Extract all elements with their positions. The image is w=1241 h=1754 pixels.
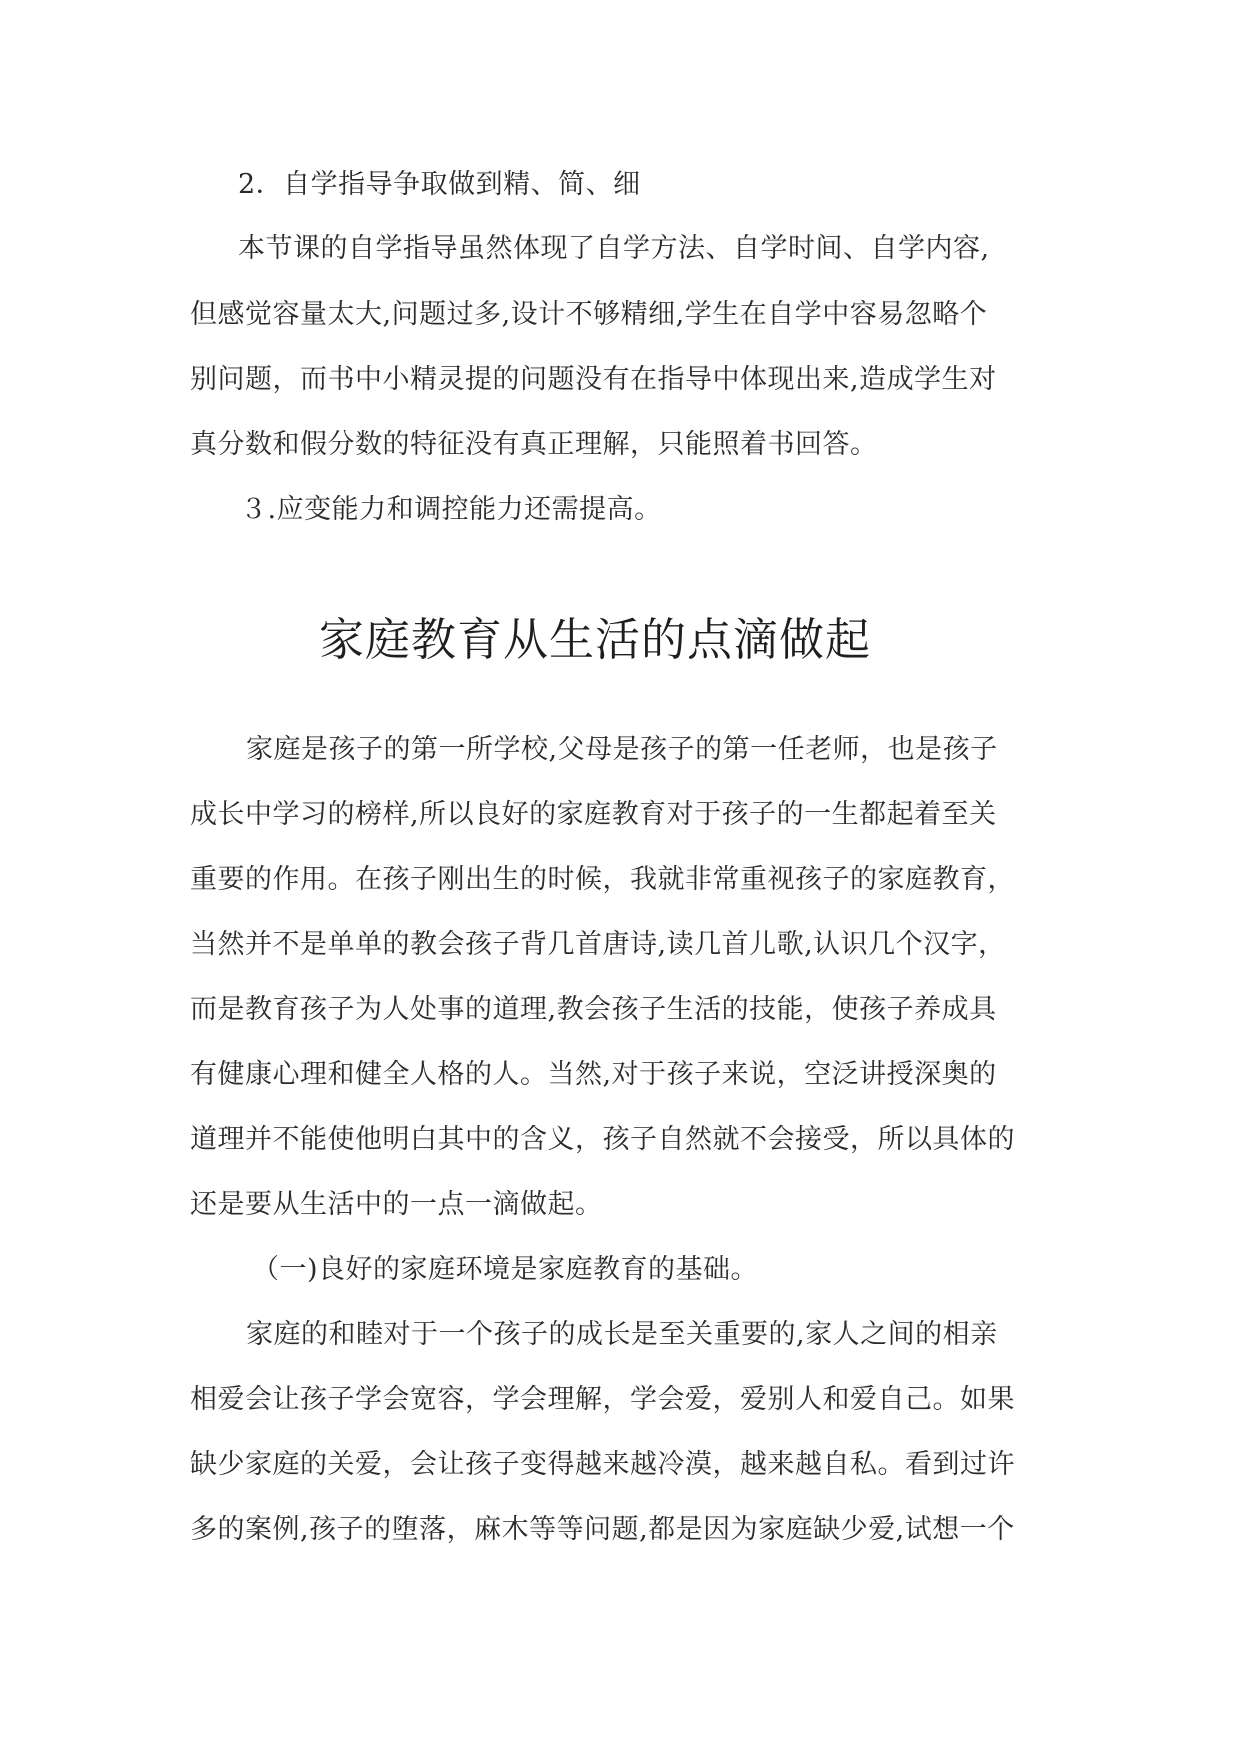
paragraph-line: 成长中学习的榜样,所以良好的家庭教育对于孩子的一生都起着至关 [190, 799, 997, 830]
paragraph-line: 而是教育孩子为人处事的道理,教会孩子生活的技能，使孩子养成具 [190, 994, 997, 1025]
paragraph-line: 但感觉容量太大,问题过多,设计不够精细,学生在自学中容易忽略个 [190, 299, 988, 330]
article-title: 家庭教育从生活的点滴做起 [318, 613, 871, 666]
paragraph-line: 别问题，而书中小精灵提的问题没有在指导中体现出来,造成学生对 [190, 364, 997, 395]
paragraph-line: 相爱会让孩子学会宽容，学会理解，学会爱，爱别人和爱自己。如果 [190, 1384, 1015, 1415]
heading-adaptability: ３.应变能力和调控能力还需提高。 [240, 494, 662, 525]
paragraph-line: 家庭是孩子的第一所学校,父母是孩子的第一任老师，也是孩子 [246, 734, 998, 765]
paragraph-line: 缺少家庭的关爱，会让孩子变得越来越冷漠，越来越自私。看到过许 [190, 1449, 1015, 1480]
subheading-family-environment: （一)良好的家庭环境是家庭教育的基础。 [252, 1254, 759, 1285]
paragraph-line: 重要的作用。在孩子刚出生的时候，我就非常重视孩子的家庭教育， [190, 864, 1015, 895]
paragraph-line: 多的案例,孩子的堕落，麻木等等问题,都是因为家庭缺少爱,试想一个 [190, 1514, 1015, 1545]
paragraph-line: 真分数和假分数的特征没有真正理解，只能照着书回答。 [190, 429, 878, 460]
paragraph-line: 道理并不能使他明白其中的含义，孩子自然就不会接受，所以具体的 [190, 1124, 1015, 1155]
paragraph-line: 还是要从生活中的一点一滴做起。 [190, 1189, 603, 1220]
paragraph-line: 当然并不是单单的教会孩子背几首唐诗,读几首儿歌,认识几个汉字， [190, 929, 1006, 960]
paragraph-line: 家庭的和睦对于一个孩子的成长是至关重要的,家人之间的相亲 [246, 1319, 998, 1350]
paragraph-line: 有健康心理和健全人格的人。当然,对于孩子来说，空泛讲授深奥的 [190, 1059, 997, 1090]
paragraph-line: 本节课的自学指导虽然体现了自学方法、自学时间、自学内容, [238, 233, 990, 264]
heading-self-study-guidance: 2．自学指导争取做到精、简、细 [238, 169, 641, 200]
